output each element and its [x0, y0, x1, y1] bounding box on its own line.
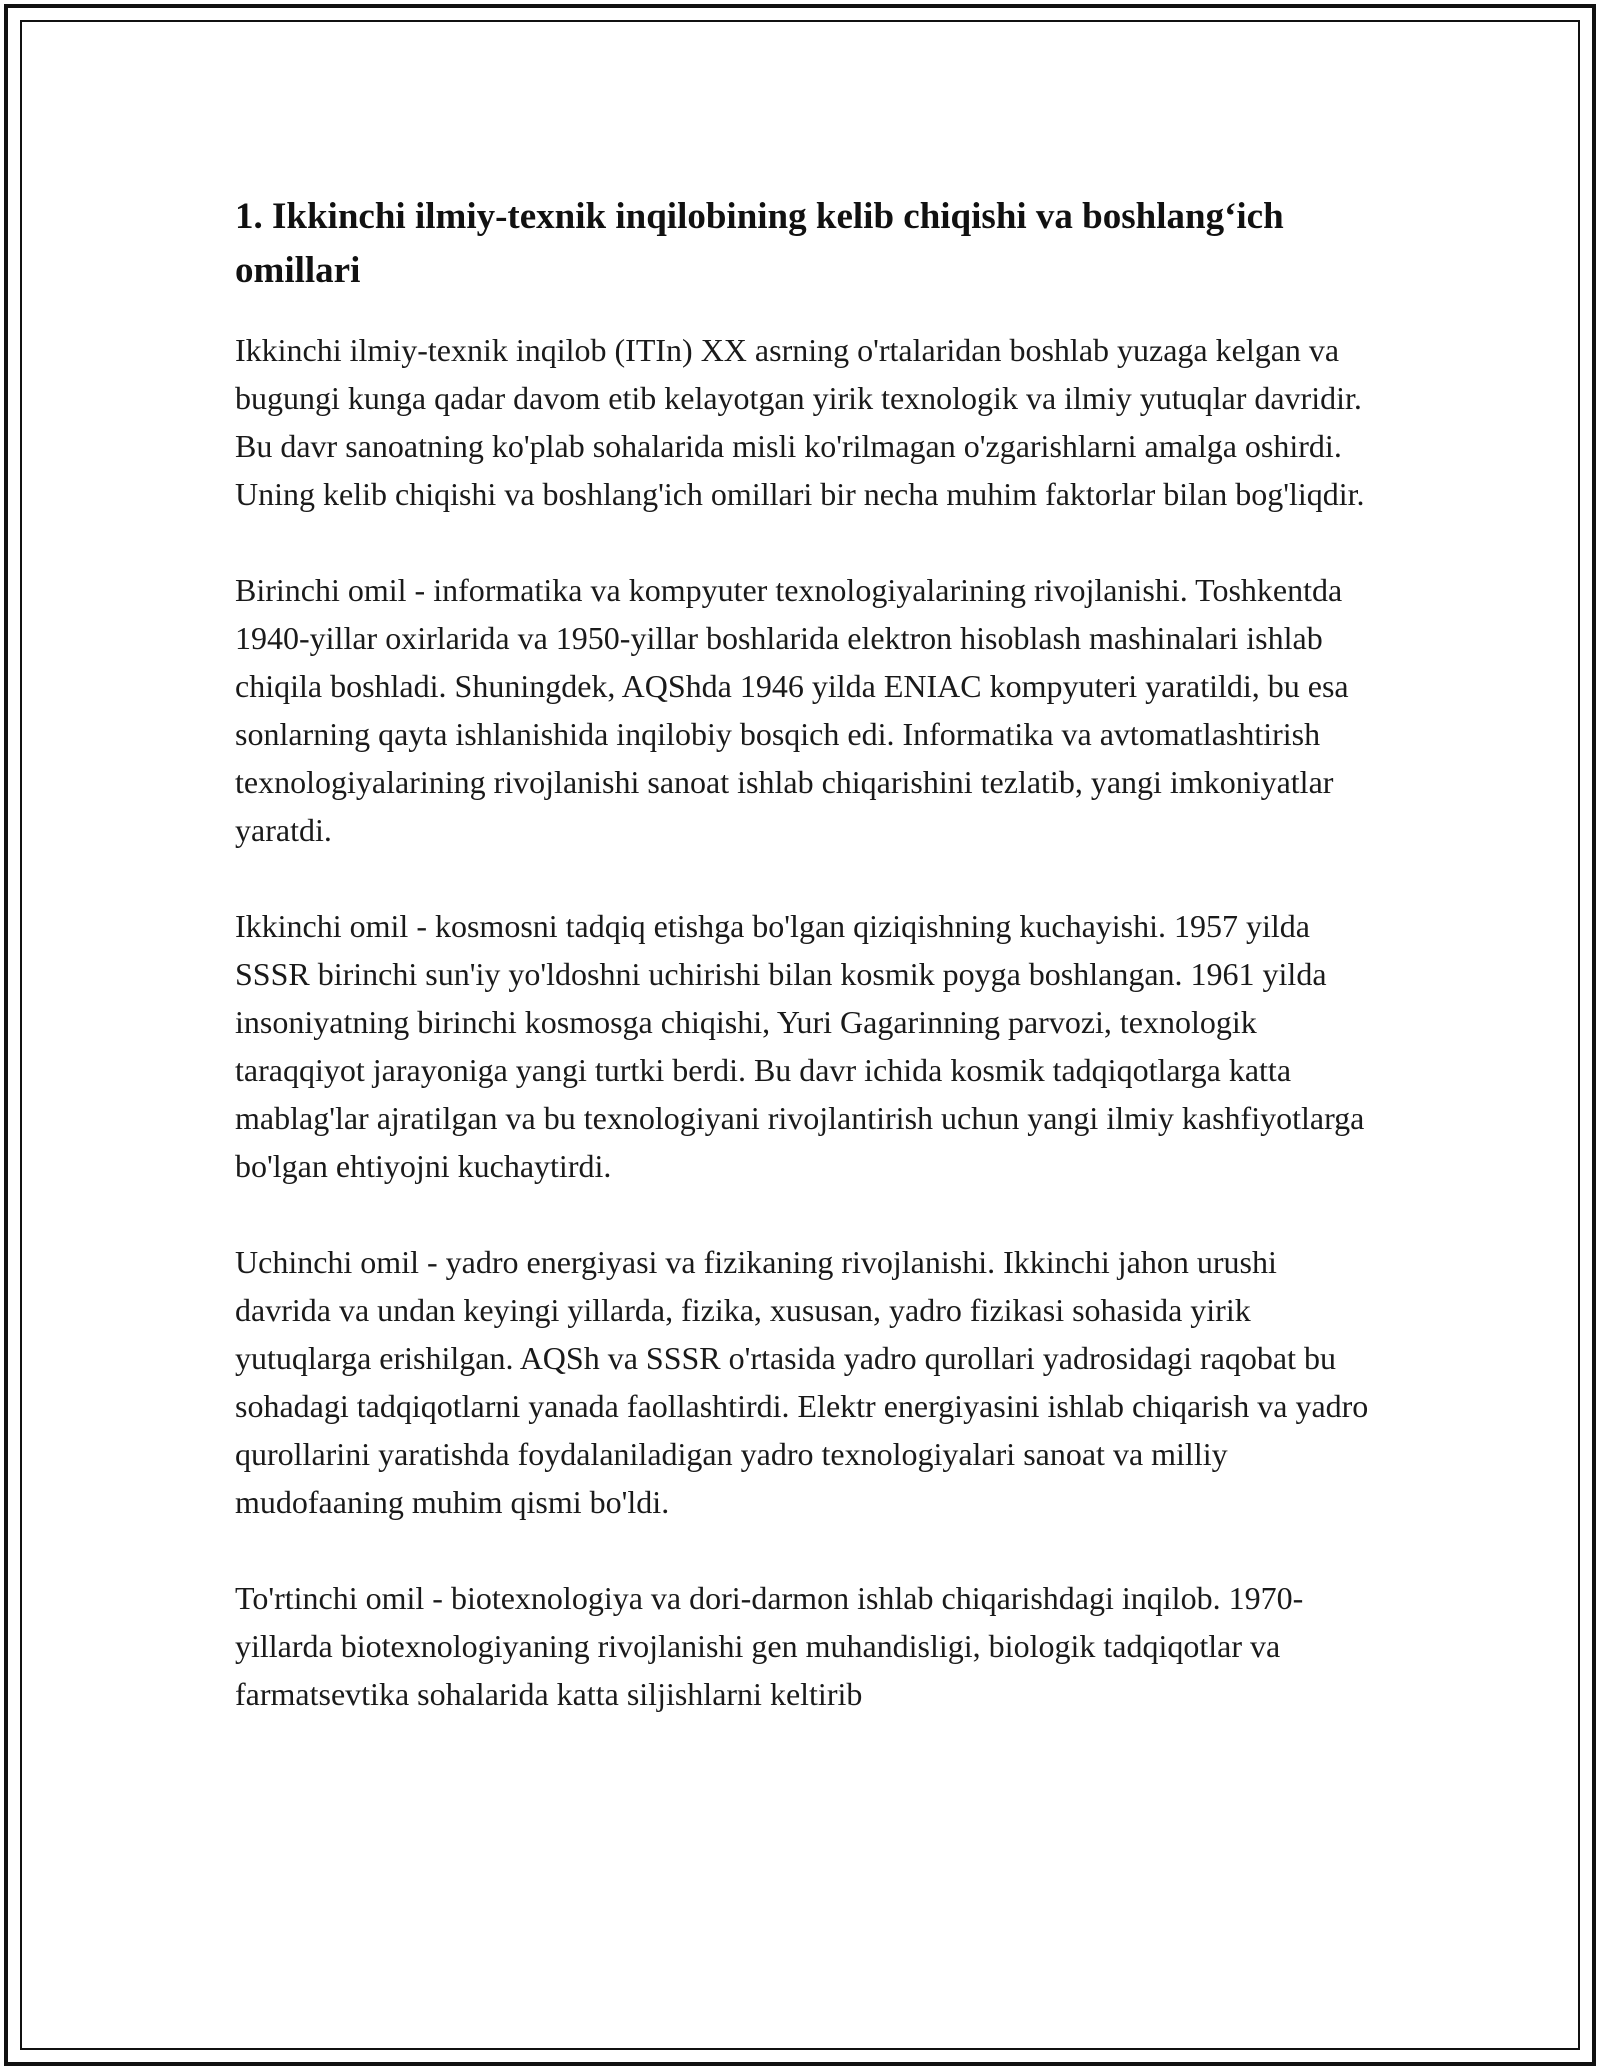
paragraph-intro: Ikkinchi ilmiy-texnik inqilob (ITIn) XX asrning o'rtalaridan boshlab yuzaga kelgan va bugungi kunga qadar davom etib kelayotgan yirik texnologik va ilmiy yutuqlar davridir. Bu davr sanoatning ko'plab sohalarida misli ko'rilmagan o'zgarishlarni amalga oshirdi. Uning kelib chiqishi va boshlang'ich omillari bir necha muhim faktorlar bilan bog'liqdir. [235, 332, 1365, 512]
paragraph-second-factor: Ikkinchi omil - kosmosni tadqiq etishga bo'lgan qiziqishning kuchayishi. 1957 yilda SSSR birinchi sun'iy yo'ldoshni uchirishi bilan kosmik poyga boshlangan. 1961 yilda insoniyatning birinchi kosmosga chiqishi, Yuri Gagarinning parvozi, texnologik taraqqiyot jarayoniga yangi turtki berdi. Bu davr ichida kosmik tadqiqotlarga katta mablag'lar ajratilgan va bu texnologiyani rivojlantirish uchun yangi ilmiy kashfiyotlarga bo'lgan ehtiyojni kuchaytirdi. [235, 908, 1365, 1184]
section-heading: 1. Ikkinchi ilmiy-texnik inqilobining kelib chiqishi va boshlang‘ich omillari [235, 196, 1284, 291]
paragraph-third-factor: Uchinchi omil - yadro energiyasi va fizikaning rivojlanishi. Ikkinchi jahon urushi davrida va undan keyingi yillarda, fizika, xususan, yadro fizikasi sohasida yirik yutuqlarga erishilgan. AQSh va SSSR o'rtasida yadro qurollari yadrosidagi raqobat bu sohadagi tadqiqotlarni yanada faollashtirdi. Elektr energiyasini ishlab chiqarish va yadro qurollarini yaratishda foydalaniladigan yadro texnologiyalari sanoat va milliy mudofaaning muhim qismi bo'ldi. [235, 1244, 1369, 1520]
paragraph-fourth-factor: To'rtinchi omil - biotexnologiya va dori-darmon ishlab chiqarishdagi inqilob. 1970-yillarda biotexnologiyaning rivojlanishi gen muhandisligi, biologik tadqiqotlar va farmatsevtika sohalarida katta siljishlarni keltirib [235, 1580, 1304, 1712]
document-body [235, 190, 1375, 1766]
paragraph-first-factor: Birinchi omil - informatika va kompyuter texnologiyalarining rivojlanishi. Toshkentda 1940-yillar oxirlarida va 1950-yillar boshlarida elektron hisoblash mashinalari ishlab chiqila boshladi. Shuningdek, AQShda 1946 yilda ENIAC kompyuteri yaratildi, bu esa sonlarning qayta ishlanishida inqilobiy bosqich edi. Informatika va avtomatlashtirish texnologiyalarining rivojlanishi sanoat ishlab chiqarishini tezlatib, yangi imkoniyatlar yaratdi. [235, 572, 1349, 848]
